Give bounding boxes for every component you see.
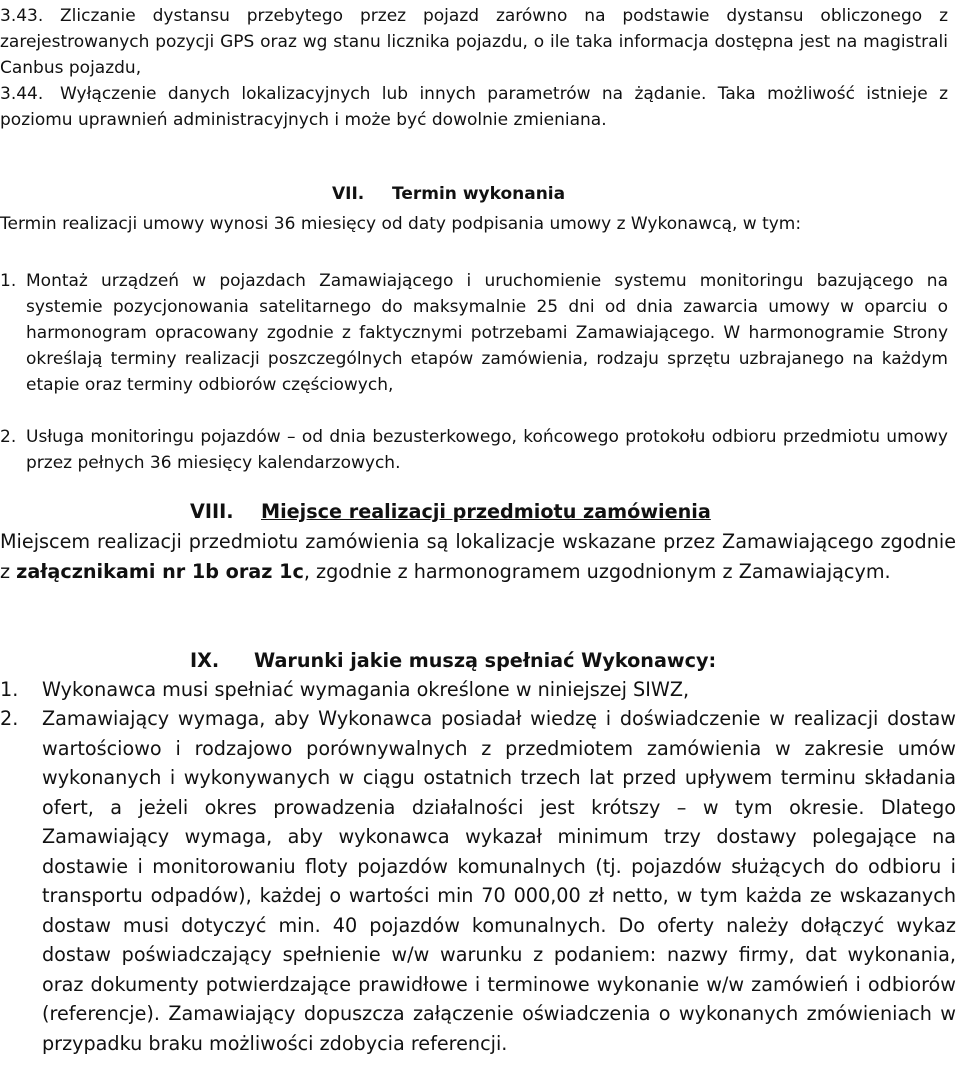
section-title: Warunki jakie muszą spełniać Wykonawcy: — [254, 649, 717, 672]
item-text: Wykonawca musi spełniać wymagania określone w niniejszej SIWZ, — [42, 678, 690, 701]
attachments-reference: załącznikami nr 1b oraz 1c — [16, 559, 304, 583]
item-number: 1. — [0, 678, 19, 701]
item-text: Montaż urządzeń w pojazdach Zamawiającego i uruchomienie systemu monitoringu bazującego na systemie pozycjonowania satelitarnego do maksymalnie 25 dni od dnia zawarcia umowy w oparciu o harmonogram opracowany zgodnie z faktycznymi potrzebami Zamawiającego. W harmonogramie Strony określają terminy realizacji poszczególnych etapów zamówienia, rodzaju sprzętu uzbrajanego na każdym etapie oraz terminy odbiorów częściowych, — [26, 271, 948, 395]
item-text: Zamawiający wymaga, aby Wykonawca posiadał wiedzę i doświadczenie w realizacji dostaw wartościowo i rodzajowo porównywalnych z przedmiotem zamówienia w zakresie umów wykonanych i wykonywanych w ciągu ostatnich trzech lat przed upływem terminu składania ofert, a jeżeli okres prowadzenia działalności jest krótszy – w tym okresie. Dlatego Zamawiający wymaga, aby wykonawca wykazał minimum trzy dostawy polegające na dostawie i monitorowaniu floty pojazdów komunalnych (tj. pojazdów służących do odbioru i transportu odpadów), każdej o wartości min 70 000,00 zł netto, w tym każda ze wskazanych dostaw musi dotyczyć min. 40 pojazdów komunalnych. Do oferty należy dołączyć wykaz dostaw poświadczający spełnienie w/w warunku z podaniem: nazwy firmy, dat wykonania, oraz dokumenty potwierdzające prawidłowe i terminowe wykonanie w/w zamówień i odbiorów (referencje). Zamawiający dopuszcza załączenie oświadczenia o wykonanych zmówieniach w przypadku braku możliwości zdobycia referencji. — [42, 707, 956, 1055]
section-title: Miejsce realizacji przedmiotu zamówienia — [261, 500, 711, 523]
item-number: 2. — [0, 427, 17, 447]
list-item — [0, 704, 956, 1058]
section-title: Termin wykonania — [392, 184, 566, 204]
paragraph: Miejscem realizacji przedmiotu zamówienia są lokalizacje wskazane przez Zamawiającego zgodnie z załącznikami nr 1b oraz 1c, zgodnie z harmonogramem uzgodnionym z Zamawiającym. — [0, 530, 956, 583]
item-number: 3.43. — [0, 6, 44, 26]
item-number: 3.44. — [0, 84, 44, 104]
item-text: Wyłączenie danych lokalizacyjnych lub innych parametrów na żądanie. Taka możliwość istnieje z poziomu uprawnień administracyjnych i może być dowolnie zmieniana. — [0, 84, 948, 130]
section-number: VII. — [332, 184, 365, 204]
list-item — [0, 81, 948, 133]
item-number: 2. — [0, 707, 19, 730]
list-item — [0, 424, 948, 476]
item-text: Zliczanie dystansu przebytego przez pojazd zarówno na podstawie dystansu obliczonego z zarejestrowanych pozycji GPS oraz wg stanu licznika pojazdu, o ile taka informacja dostępna jest na magistrali Canbus pojazdu, — [0, 6, 948, 78]
section-number: IX. — [190, 649, 220, 672]
paragraph: Termin realizacji umowy wynosi 36 miesięcy od daty podpisania umowy z Wykonawcą, w tym: — [0, 214, 802, 234]
item-number: 1. — [0, 271, 17, 291]
item-text: Usługa monitoringu pojazdów – od dnia bezusterkowego, końcowego protokołu odbioru przedmiotu umowy przez pełnych 36 miesięcy kalendarzowych. — [26, 427, 948, 473]
list-item — [0, 3, 948, 81]
section-number: VIII. — [190, 500, 234, 523]
list-item — [0, 675, 956, 705]
list-item — [0, 268, 948, 398]
